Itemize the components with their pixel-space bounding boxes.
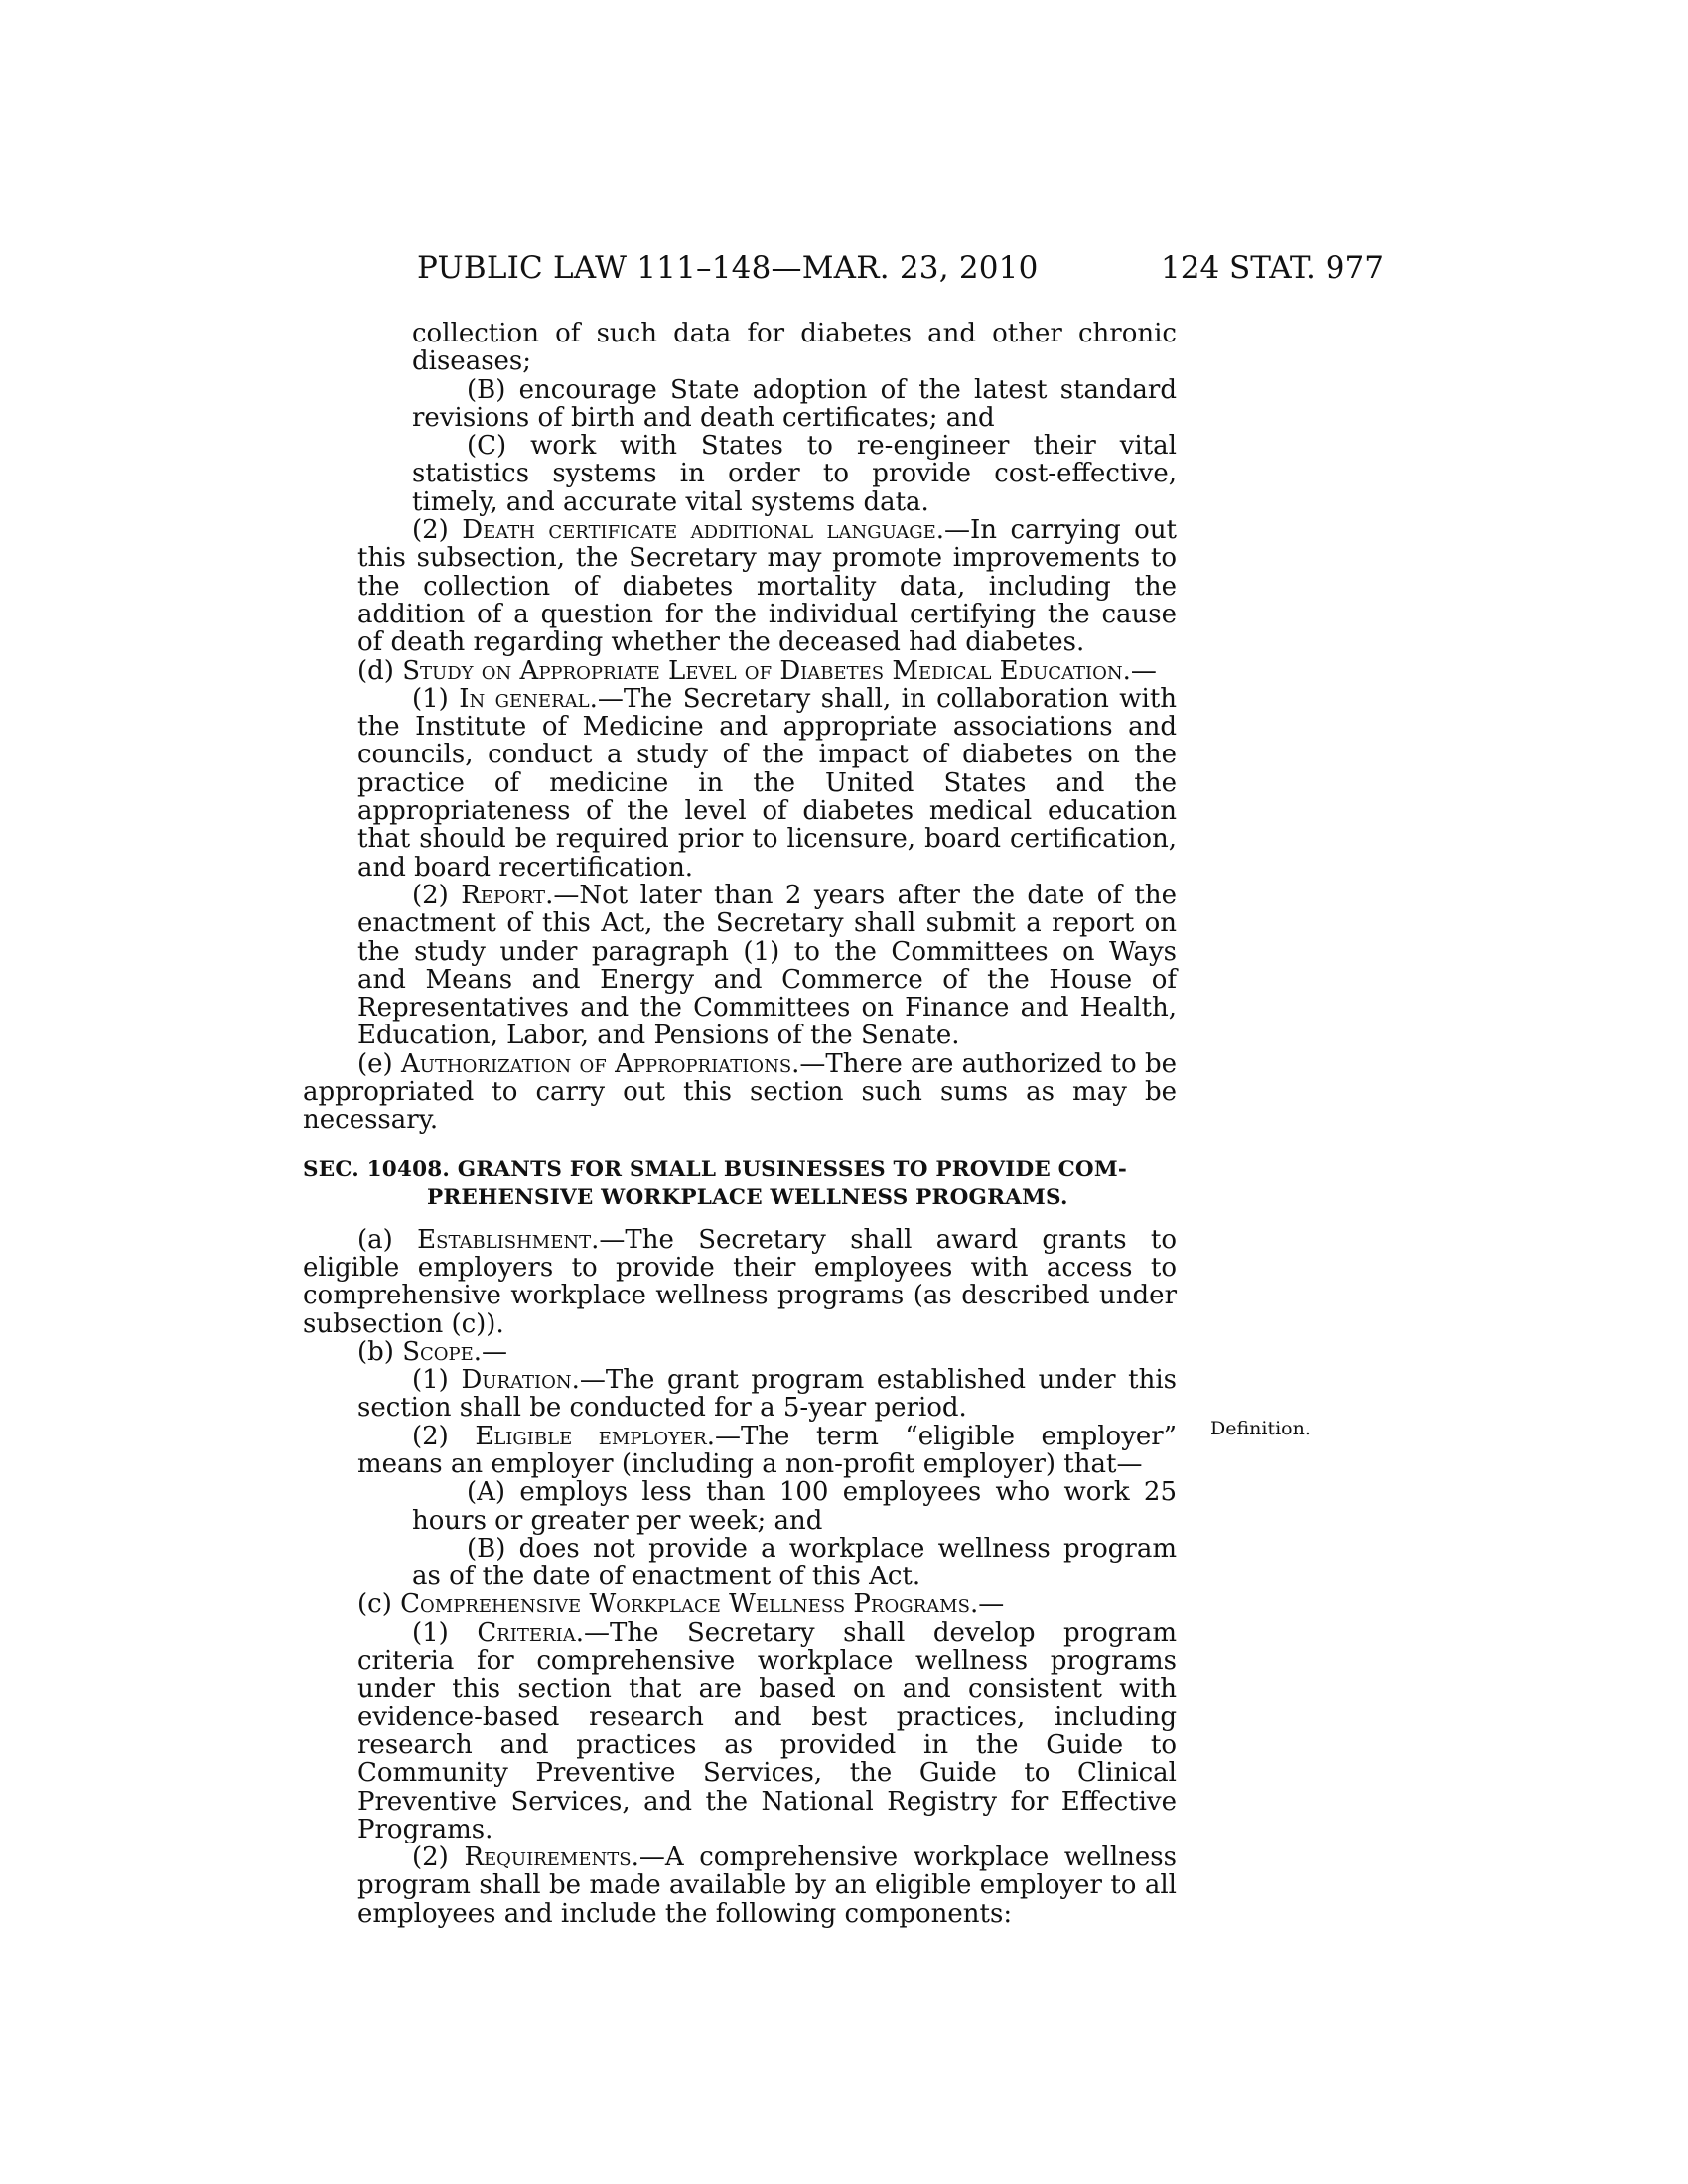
paragraph-number: (2) (412, 1843, 465, 1873)
paragraph-text: (C) work with States to re-engineer their vital statistics systems in order to provide cost-effective, timely, and accurate vital systems data. (412, 431, 1177, 517)
section-heading-line: SEC. 10408. GRANTS FOR SMALL BUSINESSES TO PROVIDE COM- (303, 1157, 1127, 1182)
running-title: PUBLIC LAW 111–148—MAR. 23, 2010 (417, 250, 1039, 286)
paragraph (303, 1423, 1177, 1479)
paragraph-number: (b) (357, 1336, 403, 1367)
paragraph (303, 1226, 1177, 1338)
paragraph (303, 432, 1177, 516)
paragraph (303, 1366, 1177, 1423)
paragraph (303, 320, 1177, 376)
paragraph-heading: Authorization of Appropriations (401, 1048, 792, 1079)
paragraph-heading: Duration (461, 1365, 572, 1396)
paragraph-text: (B) encourage State adoption of the latest standard revisions of birth and death certificates; and (412, 374, 1177, 433)
paragraph-number: (e) (357, 1048, 401, 1079)
paragraph-heading: Death certificate additional language (462, 515, 936, 546)
paragraph-number: (1) (412, 1617, 478, 1648)
paragraph (303, 1843, 1177, 1928)
paragraph-text: .—There are authorized to be appropriated to carry out this section such sums as may be necessary. (303, 1048, 1177, 1136)
paragraph-heading: Comprehensive Workplace Wellness Programs (400, 1589, 970, 1620)
margin-note: Definition. (1210, 1418, 1311, 1439)
paragraph-text: (A) employs less than 100 employees who work 25 hours or greater per week; and (412, 1477, 1177, 1536)
paragraph (303, 1619, 1177, 1843)
paragraph-heading: Establishment (417, 1224, 592, 1255)
paragraph-number: (2) (412, 1421, 476, 1451)
paragraph-text: .—The Secretary shall develop program criteria for comprehensive workplace wellness programs under this section that are based on and consistent with evidence-based research and best practices, including research and practices as provided in the Guide to Community Preventive Services, the Guide to Clinical Preventive Services, and the National Registry for Effective Programs. (357, 1617, 1177, 1844)
paragraph (303, 685, 1177, 882)
paragraph-heading: Study on Appropriate Level of Diabetes Medical Education (402, 655, 1123, 686)
section-heading (303, 1157, 1177, 1212)
paragraph-text: collection of such data for diabetes and other chronic diseases; (412, 319, 1177, 377)
paragraph-text: .—The term “eligible employer” means an employer (including a non-profit employer) that— (357, 1421, 1177, 1479)
paragraph-number: (2) (412, 515, 463, 546)
paragraph-text: .—The Secretary shall, in collaboration with the Institute of Medicine and appropriate associations and councils, conduct a study of the impact of diabetes on the practice of medicine in the United States and the appropriateness of the level of diabetes medical education that should be required prior to licensure, board certification, and board recertification. (357, 683, 1178, 883)
paragraph-text: .— (969, 1589, 1005, 1620)
paragraph-number: (d) (357, 655, 403, 686)
paragraph (303, 882, 1177, 1050)
paragraph-heading: Report (461, 880, 546, 910)
paragraph-text: .— (473, 1336, 508, 1367)
paragraph (303, 1050, 1177, 1135)
paragraph-text: .—The grant program established under this section shall be conducted for a 5-year period. (357, 1365, 1178, 1424)
paragraph (303, 1590, 1177, 1618)
paragraph-heading: Criteria (477, 1617, 576, 1648)
paragraph (303, 376, 1177, 433)
paragraph (303, 1535, 1177, 1591)
paragraph-heading: Eligible employer (475, 1421, 707, 1451)
paragraph (303, 657, 1177, 685)
paragraph-text: .— (1122, 655, 1157, 686)
section-heading-line: PREHENSIVE WORKPLACE WELLNESS PROGRAMS. (427, 1184, 1068, 1210)
paragraph-number: (2) (412, 880, 462, 910)
paragraph-text: .—In carrying out this subsection, the Secretary may promote improvements to the collection of diabetes mortality data, including the addition of a question for the individual certifying the cause of death regarding whether the deceased had diabetes. (357, 515, 1178, 658)
paragraph-text: .—A comprehensive workplace wellness program shall be made available by an eligible employer to all employees and include the following components: (357, 1843, 1177, 1929)
page-header (0, 250, 1688, 290)
paragraph (303, 516, 1177, 656)
paragraph (303, 1338, 1177, 1366)
paragraph (303, 1478, 1177, 1535)
paragraph-number: (1) (412, 683, 460, 714)
paragraph-number: (a) (357, 1224, 418, 1255)
paragraph-heading: Requirements (464, 1843, 632, 1873)
paragraph-number: (1) (412, 1365, 462, 1396)
paragraph-text: .—Not later than 2 years after the date of the enactment of this Act, the Secretary shall submit a report on the study under paragraph (1) to the Committees on Ways and Means and Energy and Commerce of the House of Representatives and the Committees on Finance and Health, Education, Labor, and Pensions of the Senate. (357, 880, 1177, 1051)
paragraph-heading: Scope (402, 1336, 474, 1367)
paragraph-text: (B) does not provide a workplace wellness program as of the date of enactment of this Act. (412, 1533, 1177, 1592)
document-body (303, 320, 1177, 1928)
paragraph-heading: In general (459, 683, 590, 714)
paragraph-number: (c) (357, 1589, 401, 1620)
stat-page-number: 124 STAT. 977 (1161, 250, 1384, 286)
paragraph-text: .—The Secretary shall award grants to eligible employers to provide their employees with access to comprehensive workplace wellness programs (as described under subsection (c)). (303, 1224, 1177, 1339)
